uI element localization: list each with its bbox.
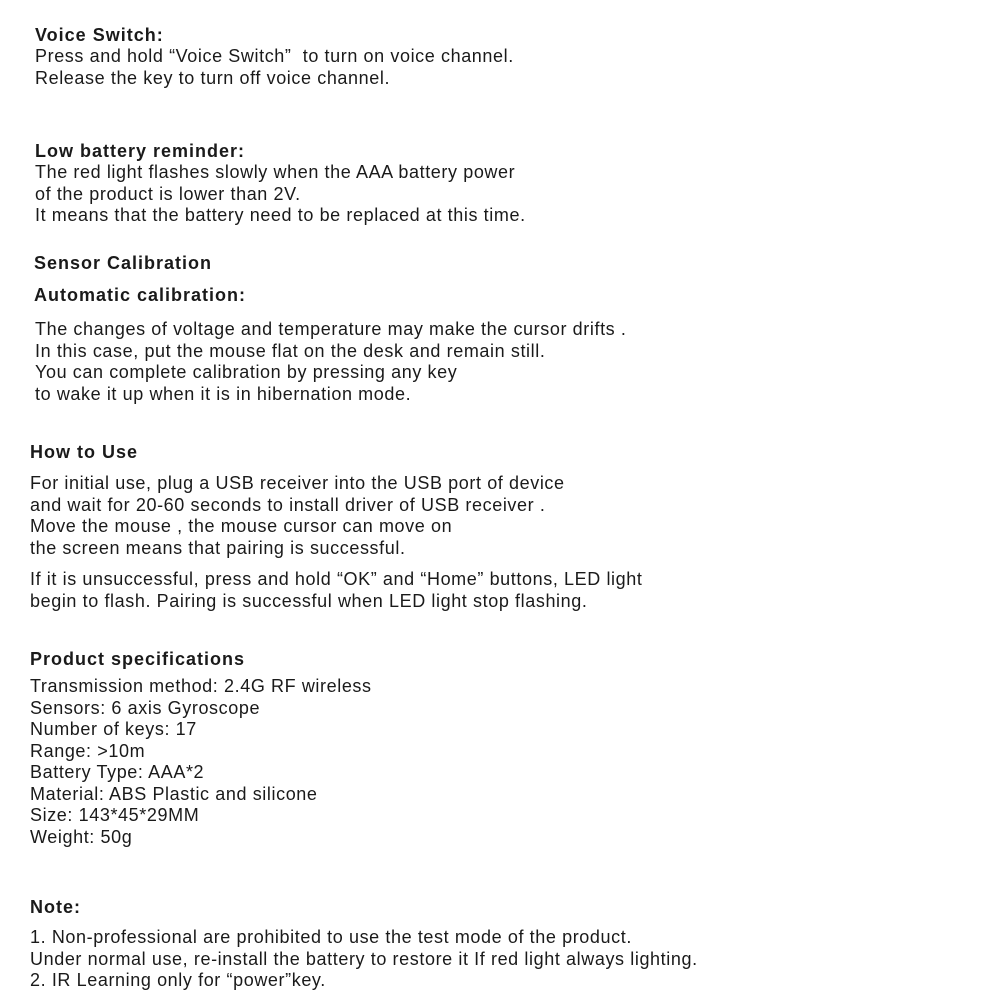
spec-transmission: Transmission method: 2.4G RF wireless [30, 676, 372, 696]
spec-size: Size: 143*45*29MM [30, 805, 200, 825]
voice-switch-line-1: Press and hold “Voice Switch” to turn on voice channel. [35, 46, 514, 66]
low-battery-heading: Low battery reminder: [35, 141, 246, 161]
note-heading: Note: [30, 897, 81, 917]
pairing-line-2: begin to flash. Pairing is successful when LED light stop flashing. [30, 590, 588, 611]
product-specifications-section [30, 648, 1000, 848]
voice-switch-section [35, 24, 1000, 89]
calibration-line-2: In this case, put the mouse flat on the desk and remain still. [35, 340, 546, 361]
voice-switch-line-2: Release the key to turn off voice channel. [35, 67, 391, 88]
note-section [30, 896, 1000, 992]
note-line-2: Under normal use, re-install the battery to restore it If red light always lighting. [30, 948, 698, 969]
spec-weight: Weight: 50g [30, 826, 133, 847]
note-line-1: 1. Non-professional are prohibited to use the test mode of the product. [30, 927, 632, 947]
note-line-3: 2. IR Learning only for “power”key. [30, 970, 326, 990]
how-to-use-line-1: For initial use, plug a USB receiver into the USB port of device [30, 473, 565, 493]
sensor-calibration-section [34, 252, 1000, 405]
how-to-use-line-2: and wait for 20-60 seconds to install driver of USB receiver . [30, 494, 546, 515]
automatic-calibration-subheading: Automatic calibration: [34, 285, 247, 305]
spec-sensors: Sensors: 6 axis Gyroscope [30, 697, 261, 718]
sensor-calibration-heading: Sensor Calibration [34, 253, 213, 273]
low-battery-line-2: of the product is lower than 2V. [35, 183, 301, 204]
spec-battery: Battery Type: AAA*2 [30, 762, 205, 782]
calibration-line-3: You can complete calibration by pressing any key [35, 362, 458, 382]
how-to-use-line-4: the screen means that pairing is successful. [30, 537, 406, 558]
spec-range: Range: >10m [30, 740, 146, 761]
spec-material: Material: ABS Plastic and silicone [30, 783, 318, 804]
how-to-use-section [30, 441, 1000, 612]
calibration-line-4: to wake it up when it is in hibernation mode. [35, 383, 412, 404]
how-to-use-heading: How to Use [30, 442, 139, 462]
low-battery-section [35, 140, 1000, 227]
calibration-line-1: The changes of voltage and temperature may make the cursor drifts . [35, 319, 627, 339]
low-battery-line-1: The red light flashes slowly when the AAA battery power [35, 162, 516, 182]
how-to-use-line-3: Move the mouse , the mouse cursor can move on [30, 516, 453, 536]
spec-keys: Number of keys: 17 [30, 719, 197, 739]
voice-switch-heading: Voice Switch: [35, 25, 164, 45]
low-battery-line-3: It means that the battery need to be replaced at this time. [35, 205, 526, 225]
pairing-line-1: If it is unsuccessful, press and hold “OK” and “Home” buttons, LED light [30, 569, 643, 589]
product-specifications-heading: Product specifications [30, 649, 246, 669]
